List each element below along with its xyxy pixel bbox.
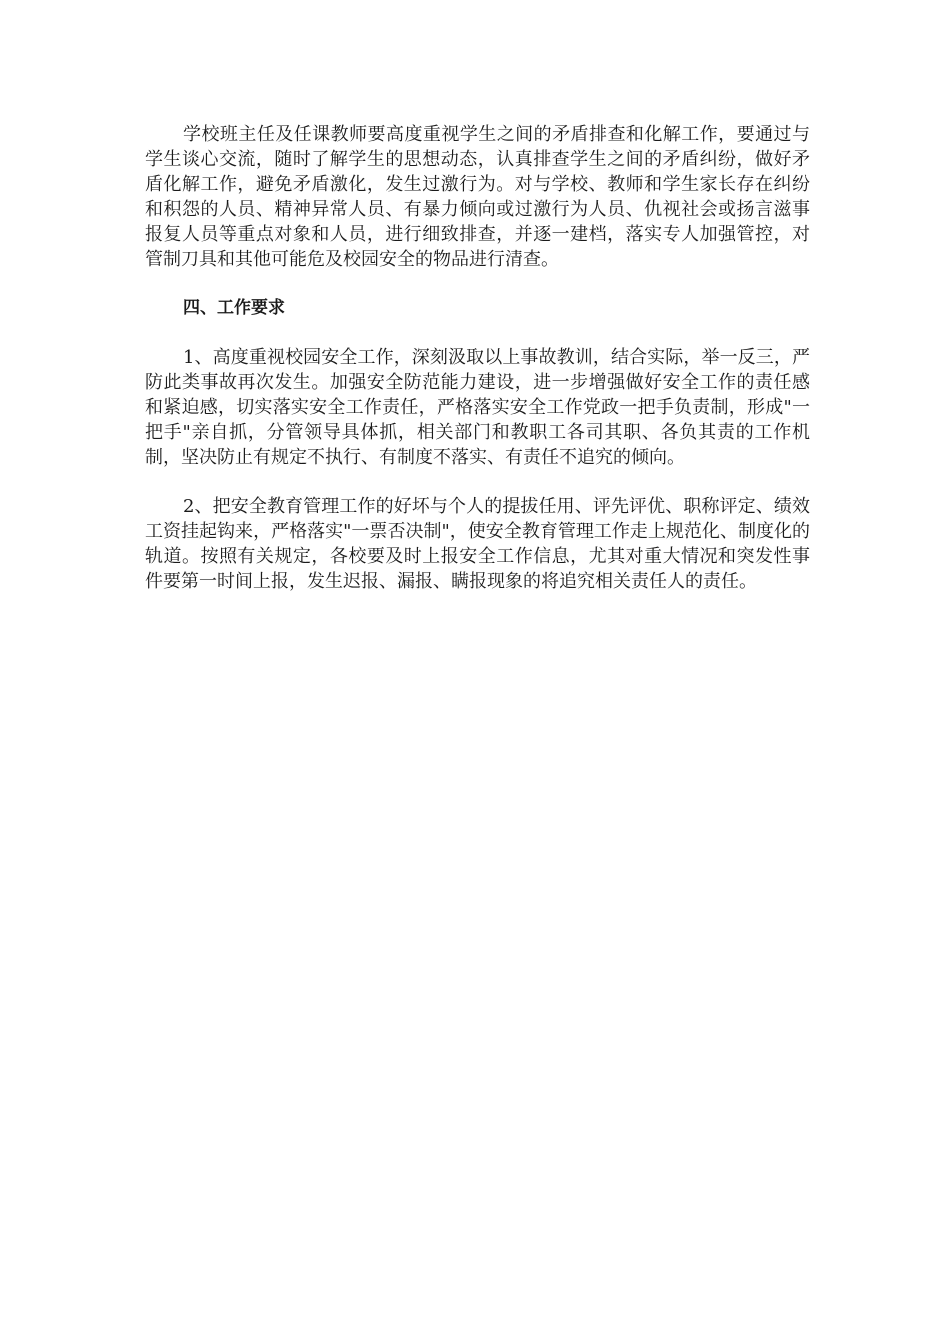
document-body xyxy=(145,122,810,618)
paragraph-requirement-2: 2、把安全教育管理工作的好坏与个人的提拔任用、评先评优、职称评定、绩效工资挂起钩来，严格落实"一票否决制"，使安全教育管理工作走上规范化、制度化的轨道。按照有关规定，各校要及时上报安全工作信息，尤其对重大情况和突发性事件要第一时间上报，发生迟报、漏报、瞒报现象的将追究相关责任人的责任。 xyxy=(145,496,810,592)
paragraph-school-conflict-screening: 学校班主任及任课教师要高度重视学生之间的矛盾排查和化解工作，要通过与学生谈心交流，随时了解学生的思想动态，认真排查学生之间的矛盾纠纷，做好矛盾化解工作，避免矛盾激化，发生过激行为。对与学校、教师和学生家长存在纠纷和积怨的人员、精神异常人员、有暴力倾向或过激行为人员、仇视社会或扬言滋事报复人员等重点对象和人员，进行细致排查，并逐一建档，落实专人加强管控，对管制刀具和其他可能危及校园安全的物品进行清查。 xyxy=(145,124,810,270)
section-heading-work-requirements: 四、工作要求 xyxy=(183,298,285,318)
paragraph-requirement-1: 1、高度重视校园安全工作，深刻汲取以上事故教训，结合实际，举一反三，严防此类事故再次发生。加强安全防范能力建设，进一步增强做好安全工作的责任感和紧迫感，切实落实安全工作责任，严格落实安全工作党政一把手负责制，形成"一把手"亲自抓，分管领导具体抓，相关部门和教职工各司其职、各负其责的工作机制，坚决防止有规定不执行、有制度不落实、有责任不追究的倾向。 xyxy=(145,347,810,468)
